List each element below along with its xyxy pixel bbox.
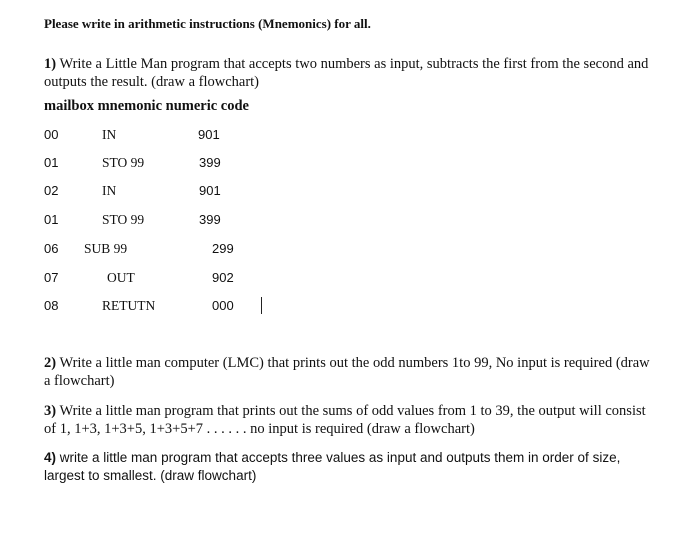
- question-3: [44, 402, 654, 438]
- mnemonic-cell: IN: [102, 183, 117, 198]
- numeric-code-cell: 901: [199, 183, 221, 198]
- table-column-headers: mailbox mnemonic numeric code: [44, 98, 249, 114]
- mailbox-cell: 08: [44, 298, 59, 313]
- question-2: [44, 354, 654, 390]
- mailbox-cell: 01: [44, 155, 59, 170]
- mnemonic-cell: RETUTN: [102, 298, 156, 313]
- question-1-text: Write a Little Man program that accepts two numbers as input, subtracts the first from the second and outputs the result. (draw a flowchart): [44, 56, 649, 90]
- question-4-number: 4): [44, 450, 57, 465]
- mnemonic-cell: STO 99: [102, 155, 145, 170]
- numeric-code-cell: 901: [198, 127, 220, 142]
- mailbox-cell: 06: [44, 241, 59, 256]
- numeric-code-cell: 399: [199, 155, 221, 170]
- mnemonic-cell: STO 99: [102, 212, 145, 227]
- mailbox-cell: 07: [44, 270, 59, 285]
- mailbox-cell: 00: [44, 127, 59, 142]
- question-1-number: 1): [44, 56, 57, 72]
- instructions-header: Please write in arithmetic instructions (Mnemonics) for all.: [44, 16, 371, 31]
- numeric-code-cell: 399: [199, 212, 221, 227]
- mnemonic-cell: SUB 99: [84, 241, 128, 256]
- question-4: [44, 449, 654, 485]
- question-2-number: 2): [44, 355, 57, 371]
- mailbox-cell: 01: [44, 212, 59, 227]
- mnemonic-cell: OUT: [107, 270, 135, 285]
- mnemonic-cell: IN: [102, 127, 117, 142]
- question-3-text: Write a little man program that prints out the sums of odd values from 1 to 39, the output will consist of 1, 1+3, 1+3+5, 1+3+5+7 . . . . . . no input is required (draw a flowchart): [44, 403, 646, 437]
- mailbox-cell: 02: [44, 183, 59, 198]
- numeric-code-cell: 000: [212, 298, 234, 313]
- question-1: [44, 55, 654, 91]
- question-4-text: write a little man program that accepts three values as input and outputs them in order of size, largest to smallest. (draw flowchart): [44, 450, 621, 483]
- numeric-code-cell: 299: [212, 241, 234, 256]
- numeric-code-cell: 902: [212, 270, 234, 285]
- question-2-text: Write a little man computer (LMC) that prints out the odd numbers 1to 99, No input is required (draw a flowchart): [44, 355, 650, 389]
- text-cursor: [261, 297, 262, 314]
- question-3-number: 3): [44, 403, 57, 419]
